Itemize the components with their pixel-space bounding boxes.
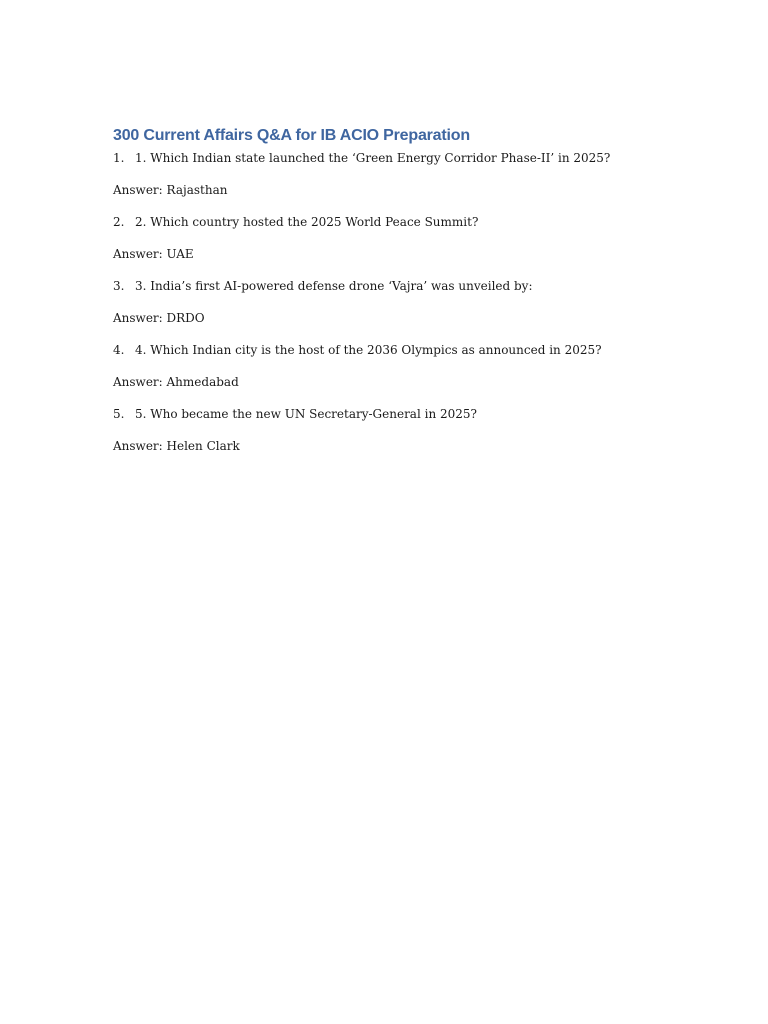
question	[113, 403, 673, 435]
list-number: 4.	[113, 343, 125, 357]
question-text: 5. Who became the new UN Secretary-General in 2025?	[135, 407, 477, 421]
question	[113, 275, 673, 307]
list-number: 2.	[113, 215, 125, 229]
qa-item-5	[113, 403, 673, 467]
question-text: 2. Which country hosted the 2025 World Peace Summit?	[135, 215, 479, 229]
list-number: 5.	[113, 407, 125, 421]
question	[113, 339, 673, 371]
question-text: 1. Which Indian state launched the ‘Green Energy Corridor Phase-II’ in 2025?	[135, 151, 611, 165]
qa-item-2	[113, 211, 673, 275]
list-number: 1.	[113, 151, 125, 165]
qa-list	[113, 147, 673, 467]
question-text: 4. Which Indian city is the host of the 2036 Olympics as announced in 2025?	[135, 343, 602, 357]
question-text: 3. India’s first AI-powered defense drone ‘Vajra’ was unveiled by:	[135, 279, 533, 293]
answer-text: Answer: UAE	[113, 247, 194, 261]
list-number: 3.	[113, 279, 125, 293]
qa-item-1	[113, 147, 673, 211]
answer-text: Answer: DRDO	[113, 311, 205, 325]
question	[113, 211, 673, 243]
answer-text: Answer: Ahmedabad	[113, 375, 239, 389]
qa-item-4	[113, 339, 673, 403]
answer-text: Answer: Rajasthan	[113, 183, 228, 197]
answer-text: Answer: Helen Clark	[113, 439, 240, 453]
document-title: 300 Current Affairs Q&A for IB ACIO Preparation	[113, 127, 470, 144]
question	[113, 147, 673, 179]
qa-item-3	[113, 275, 673, 339]
document-content	[113, 124, 673, 467]
